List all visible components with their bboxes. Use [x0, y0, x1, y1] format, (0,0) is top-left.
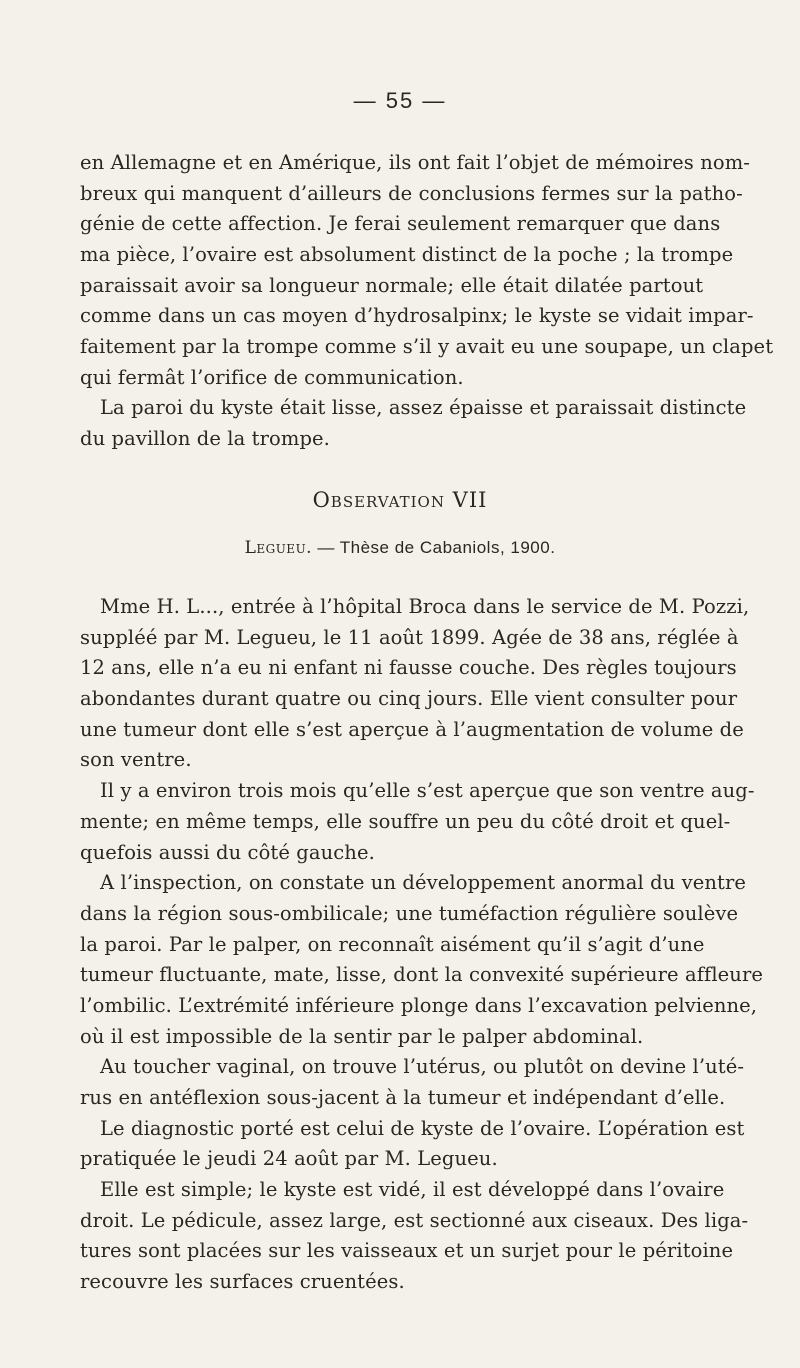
- source-author: Legueu.: [244, 538, 313, 558]
- text-line: où il est impossible de la sentir par le palper abdominal.: [80, 1024, 644, 1048]
- text-line: Il y a environ trois mois qu’elle s’est aperçue que son ventre aug-: [100, 779, 755, 803]
- text-line: suppléé par M. Legueu, le 11 août 1899. Agée de 38 ans, réglée à: [80, 625, 739, 649]
- text-line: Le diagnostic porté est celui de kyste de l’ovaire. L’opération est: [100, 1116, 745, 1140]
- paragraph-1: [80, 148, 774, 394]
- text-line: breux qui manquent d’ailleurs de conclusions fermes sur la patho-: [80, 181, 743, 205]
- text-line: Au toucher vaginal, on trouve l’utérus, ou plutôt on devine l’uté-: [100, 1055, 745, 1079]
- text-line: paraissait avoir sa longueur normale; elle était dilatée partout: [80, 273, 704, 297]
- text-line: génie de cette affection. Je ferai seulement remarquer que dans: [80, 212, 721, 236]
- text-line: tures sont placées sur les vaisseaux et un surjet pour le péritoine: [80, 1239, 734, 1263]
- text-line: A l’inspection, on constate un développement anormal du ventre: [100, 871, 747, 895]
- text-line: une tumeur dont elle s’est aperçue à l’augmentation de volume de: [80, 717, 744, 741]
- text-line: comme dans un cas moyen d’hydrosalpinx; le kyste se vidait impar-: [80, 304, 754, 328]
- observation-source: [0, 538, 800, 558]
- text-line: qui fermât l’orifice de communication.: [80, 365, 464, 389]
- text-line: abondantes durant quatre ou cinq jours. Elle vient consulter pour: [80, 687, 738, 711]
- text-line: l’ombilic. L’extrémité inférieure plonge dans l’excavation pelvienne,: [80, 993, 758, 1017]
- text-line: dans la région sous-ombilicale; une tuméfaction régulière soulève: [80, 901, 739, 925]
- text-line: Elle est simple; le kyste est vidé, il est développé dans l’ovaire: [100, 1178, 725, 1202]
- text-line: La paroi du kyste était lisse, assez épaisse et paraissait distincte: [100, 396, 747, 419]
- paragraph-2: [80, 393, 747, 454]
- page-number: — 55 —: [353, 88, 447, 113]
- observation-title: Observation VII: [312, 488, 488, 512]
- text-line: droit. Le pédicule, assez large, est sectionné aux ciseaux. Des liga-: [80, 1208, 749, 1232]
- text-line: rus en antéflexion sous-jacent à la tumeur et indépendant d’elle.: [80, 1086, 726, 1109]
- text-line: pratiquée le jeudi 24 août par M. Legueu.: [80, 1147, 498, 1171]
- text-line: recouvre les surfaces cruentées.: [80, 1270, 405, 1294]
- text-line: en Allemagne et en Amérique, ils ont fait l’objet de mémoires nom-: [80, 151, 750, 174]
- text-line: quefois aussi du côté gauche.: [80, 840, 375, 864]
- text-line: ma pièce, l’ovaire est absolument distinct de la poche ; la trompe: [80, 243, 734, 267]
- observation-body: [80, 592, 764, 1298]
- text-line: mente; en même temps, elle souffre un peu du côté droit et quel-: [80, 809, 731, 833]
- text-line: Mme H. L..., entrée à l’hôpital Broca dans le service de M. Pozzi,: [100, 595, 750, 618]
- text-line: son ventre.: [80, 748, 192, 772]
- text-line: tumeur fluctuante, mate, lisse, dont la convexité supérieure affleure: [80, 963, 764, 987]
- text-line: faitement par la trompe comme s’il y avait eu une soupape, un clapet: [80, 335, 774, 359]
- text-line: du pavillon de la trompe.: [80, 426, 330, 450]
- source-reference: — Thèse de Cabaniols, 1900.: [312, 538, 556, 557]
- text-line: la paroi. Par le palper, on reconnaît aisément qu’il s’agit d’une: [80, 932, 705, 956]
- text-line: 12 ans, elle n’a eu ni enfant ni fausse couche. Des règles toujours: [80, 656, 737, 680]
